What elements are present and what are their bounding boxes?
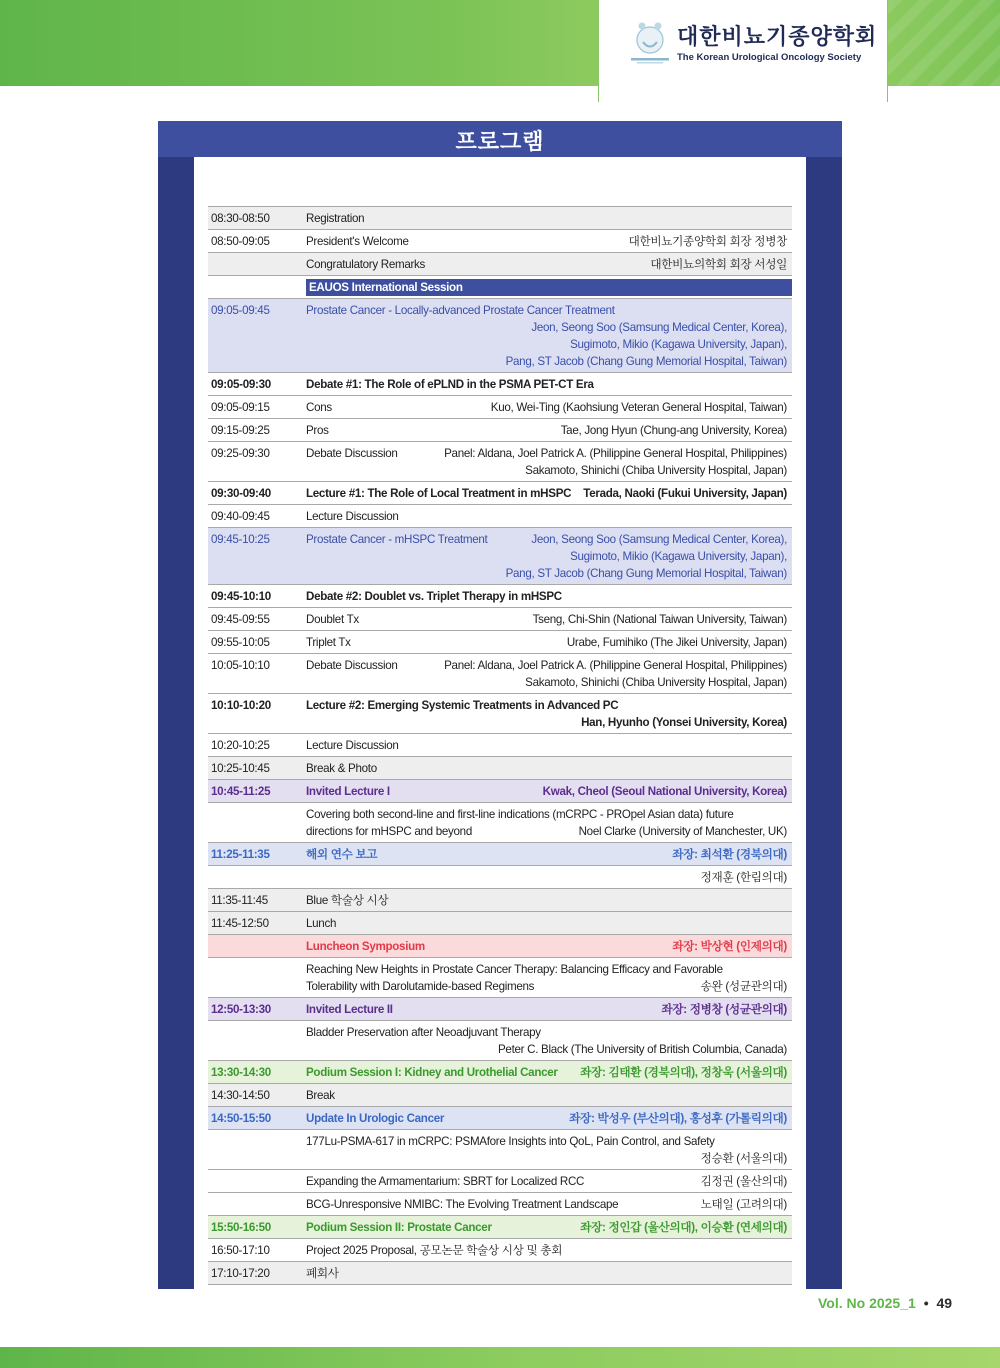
row-speaker: Kuo, Wei-Ting (Kaohsiung Veteran General Hospital, Taiwan) (490, 401, 787, 414)
row-time: 15:50-16:50 (211, 1221, 271, 1234)
row-speaker: Panel: Aldana, Joel Patrick A. (Philippine General Hospital, Philippines) (444, 447, 787, 460)
program-row (208, 958, 792, 998)
session-title: Update In Urologic Cancer (306, 1112, 445, 1125)
program-row (208, 1239, 792, 1262)
row-time (208, 938, 306, 955)
session-row (208, 1216, 792, 1239)
program-row (208, 1021, 792, 1061)
session-title: Prostate Cancer - Locally-advanced Prostate Cancer Treatment (306, 304, 615, 317)
row-time: 13:30-14:30 (211, 1066, 271, 1079)
session-row (208, 1061, 792, 1084)
row-title: Registration (306, 212, 365, 225)
row-speaker: 대한비뇨기종양학회 회장 정병창 (628, 235, 787, 248)
row-time: 17:10-17:20 (211, 1267, 270, 1280)
row-speaker-2: Sakamoto, Shinichi (Chiba University Hospital, Japan) (525, 464, 787, 477)
volume-label: Vol. No 2025_1 (818, 1295, 916, 1311)
row-speaker: 대한비뇨의학회 회장 서성일 (650, 258, 787, 271)
row-speaker: Urabe, Fumihiko (The Jikei University, Japan) (566, 636, 787, 649)
row-time: 09:05-09:30 (211, 378, 271, 391)
row-title: Lecture #1: The Role of Local Treatment in mHSPC (306, 487, 572, 500)
session-title: Prostate Cancer - mHSPC Treatment (306, 533, 488, 546)
row-time: 09:40-09:45 (211, 510, 270, 523)
chair-line: Pang, ST Jacob (Chang Gung Memorial Hospital, Taiwan) (505, 355, 787, 368)
session-row (208, 935, 792, 958)
row-title: Expanding the Armamentarium: SBRT for Localized RCC (306, 1175, 585, 1188)
session-title: Luncheon Symposium (306, 940, 425, 953)
program-row (208, 396, 792, 419)
row-speaker: 송완 (성균관의대) (700, 980, 787, 993)
chair-line: Pang, ST Jacob (Chang Gung Memorial Hospital, Taiwan) (505, 567, 787, 580)
program-row (208, 230, 792, 253)
society-logo-block (598, 0, 888, 102)
row-time: 11:35-11:45 (211, 894, 268, 907)
row-time: 09:45-09:55 (211, 613, 270, 626)
row-time: 10:05-10:10 (211, 659, 270, 672)
program-row (208, 1193, 792, 1216)
row-title: Lecture #2: Emerging Systemic Treatments in Advanced PC (306, 699, 619, 712)
page-title: 프로그램 (455, 130, 545, 155)
chair-line: 좌장: 최석환 (경북의대) (672, 848, 787, 861)
society-name-english: The Korean Urological Oncology Society (677, 52, 862, 63)
row-time: 10:25-10:45 (211, 762, 270, 775)
row-time (208, 256, 306, 273)
row-title: Pros (306, 424, 329, 437)
row-time (208, 1173, 306, 1190)
program-row (208, 631, 792, 654)
row-time (208, 279, 306, 296)
bottom-banner (0, 1347, 1000, 1368)
row-time: 09:25-09:30 (211, 447, 270, 460)
program-row (208, 654, 792, 694)
program-row (208, 1262, 792, 1285)
row-time: 12:50-13:30 (211, 1003, 271, 1016)
row-title-2: directions for mHSPC and beyond (306, 825, 472, 838)
program-row (208, 1170, 792, 1193)
row-time: 09:05-09:45 (211, 304, 270, 317)
row-time: 11:45-12:50 (211, 917, 269, 930)
page-footer (818, 1295, 952, 1311)
row-title: BCG-Unresponsive NMIBC: The Evolving Treatment Landscape (306, 1198, 619, 1211)
chair-line: 좌장: 박성우 (부산의대), 홍성후 (가톨릭의대) (569, 1112, 787, 1125)
session-row (208, 998, 792, 1021)
chair-line: 좌장: 박상현 (인제의대) (672, 940, 787, 953)
row-time (208, 1133, 306, 1167)
chair-line: 좌장: 정인갑 (울산의대), 이승환 (연세의대) (580, 1221, 787, 1234)
row-title: Project 2025 Proposal, 공모논문 학술상 시상 및 총회 (306, 1244, 563, 1257)
row-speaker: Tae, Jong Hyun (Chung-ang University, Korea) (560, 424, 787, 437)
row-title: Triplet Tx (306, 636, 351, 649)
chair-line: 좌장: 정병창 (성균관의대) (661, 1003, 787, 1016)
session-title: Invited Lecture I (306, 785, 390, 798)
society-logo-icon (627, 18, 673, 66)
row-speaker: Panel: Aldana, Joel Patrick A. (Philippine General Hospital, Philippines) (444, 659, 787, 672)
row-title: Reaching New Heights in Prostate Cancer Therapy: Balancing Efficacy and Favorable (306, 963, 723, 976)
program-row (208, 1084, 792, 1107)
program-row (208, 608, 792, 631)
session-row (208, 299, 792, 373)
row-speaker: Kwak, Cheol (Seoul National University, Korea) (542, 785, 787, 798)
chair-line: Jeon, Seong Soo (Samsung Medical Center, Korea), (531, 533, 787, 546)
row-time: 09:15-09:25 (211, 424, 270, 437)
row-time (208, 1196, 306, 1213)
chair-line: Sugimoto, Mikio (Kagawa University, Japan), (570, 550, 787, 563)
program-row (208, 206, 792, 230)
row-time: 14:50-15:50 (211, 1112, 271, 1125)
row-title: Break & Photo (306, 762, 377, 775)
row-time: 09:45-10:10 (211, 590, 271, 603)
row-time (208, 806, 306, 840)
chair-line: Sugimoto, Mikio (Kagawa University, Japan), (570, 338, 787, 351)
row-time: 10:10-10:20 (211, 699, 271, 712)
row-title: Blue 학술상 시상 (306, 894, 389, 907)
row-speaker-2: Sakamoto, Shinichi (Chiba University Hospital, Japan) (525, 676, 787, 689)
session-row (208, 843, 792, 866)
row-speaker: 노태일 (고려의대) (700, 1198, 787, 1211)
row-title: Lecture Discussion (306, 510, 399, 523)
row-title: President's Welcome (306, 235, 409, 248)
row-title: Debate #2: Doublet vs. Triplet Therapy in mHSPC (306, 590, 562, 603)
program-row (208, 1130, 792, 1170)
row-speaker: Peter C. Black (The University of British Columbia, Canada) (497, 1043, 787, 1056)
row-time: 10:20-10:25 (211, 739, 270, 752)
program-row (208, 866, 792, 889)
program-row (208, 373, 792, 396)
row-speaker: 정승환 (서울의대) (700, 1152, 787, 1165)
row-title: Lecture Discussion (306, 739, 399, 752)
program-row (208, 803, 792, 843)
program-table (208, 206, 792, 1285)
row-title: Bladder Preservation after Neoadjuvant Therapy (306, 1026, 541, 1039)
row-speaker: 정재훈 (한림의대) (700, 871, 787, 884)
row-speaker: Han, Hyunho (Yonsei University, Korea) (581, 716, 787, 729)
row-time: 14:30-14:50 (211, 1089, 270, 1102)
session-title: Podium Session II: Prostate Cancer (306, 1221, 492, 1234)
program-row (208, 889, 792, 912)
program-frame (158, 121, 842, 1289)
session-row (208, 1107, 792, 1130)
chair-line: Jeon, Seong Soo (Samsung Medical Center, Korea), (531, 321, 787, 334)
row-title: Debate #1: The Role of ePLND in the PSMA PET-CT Era (306, 378, 594, 391)
row-title: Doublet Tx (306, 613, 359, 626)
program-row (208, 757, 792, 780)
row-time: 08:30-08:50 (211, 212, 270, 225)
program-row (208, 912, 792, 935)
row-time (208, 869, 306, 886)
row-speaker: 김정권 (울산의대) (700, 1175, 787, 1188)
row-title: Lunch (306, 917, 337, 930)
row-speaker: Terada, Naoki (Fukui University, Japan) (583, 487, 787, 500)
row-time (208, 961, 306, 995)
session-title: Invited Lecture II (306, 1003, 393, 1016)
row-title: Break (306, 1089, 335, 1102)
program-row (208, 505, 792, 528)
row-time: 09:05-09:15 (211, 401, 270, 414)
program-row (208, 419, 792, 442)
program-row (208, 442, 792, 482)
row-title: Debate Discussion (306, 447, 398, 460)
page-number: 49 (936, 1295, 953, 1311)
session-title: EAUOS International Session (309, 281, 463, 294)
row-speaker: Tseng, Chi-Shin (National Taiwan University, Taiwan) (532, 613, 787, 626)
row-speaker: Noel Clarke (University of Manchester, UK) (578, 825, 787, 838)
row-time: 16:50-17:10 (211, 1244, 270, 1257)
row-title: 폐회사 (306, 1267, 339, 1280)
session-title: Podium Session I: Kidney and Urothelial Cancer (306, 1066, 558, 1079)
session-header-row (208, 276, 792, 299)
program-row (208, 694, 792, 734)
row-time: 09:55-10:05 (211, 636, 270, 649)
chair-line: 좌장: 김태환 (경북의대), 정창욱 (서울의대) (580, 1066, 787, 1079)
row-title: Debate Discussion (306, 659, 398, 672)
program-panel (194, 157, 806, 1289)
row-title: 177Lu-PSMA-617 in mCRPC: PSMAfore Insights into QoL, Pain Control, and Safety (306, 1135, 715, 1148)
session-row (208, 780, 792, 803)
row-time: 10:45-11:25 (211, 785, 271, 798)
row-title: Covering both second-line and first-line indications (mCRPC - PROpel Asian data) future (306, 808, 734, 821)
row-title: Congratulatory Remarks (306, 258, 426, 271)
footer-bullet: • (923, 1295, 929, 1311)
row-title-2: Tolerability with Darolutamide-based Regimens (306, 980, 535, 993)
session-row (208, 528, 792, 585)
row-time: 09:30-09:40 (211, 487, 271, 500)
top-banner-pattern (888, 0, 1000, 86)
row-time (208, 1024, 306, 1058)
row-title: Cons (306, 401, 332, 414)
session-title: 해외 연수 보고 (306, 848, 378, 861)
program-row (208, 585, 792, 608)
program-row (208, 253, 792, 276)
program-row (208, 482, 792, 505)
society-name-korean: 대한비뇨기종양학회 (677, 25, 878, 50)
row-time: 08:50-09:05 (211, 235, 270, 248)
row-time: 09:45-10:25 (211, 533, 270, 546)
program-row (208, 734, 792, 757)
row-time: 11:25-11:35 (211, 848, 270, 861)
